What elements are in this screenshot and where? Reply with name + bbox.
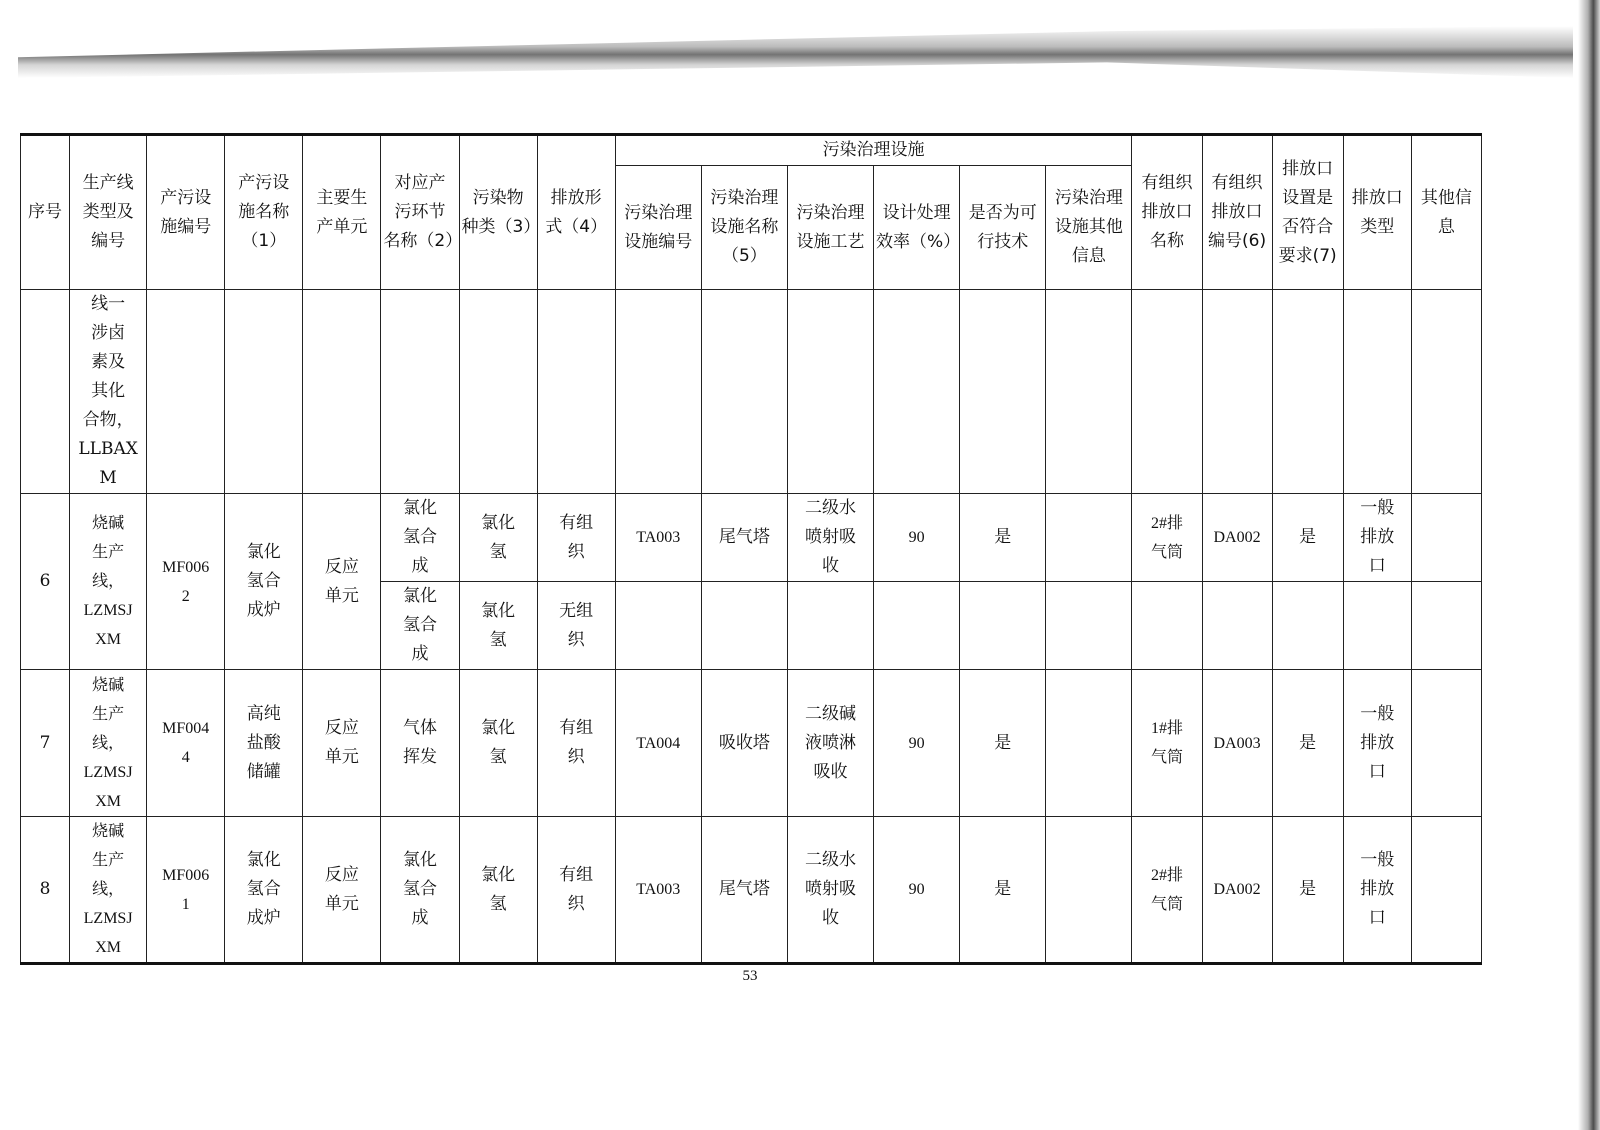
cell-process: 气体 挥发 (381, 670, 459, 817)
cell-treatment-name: 吸收塔 (701, 670, 787, 817)
cell-treatment-process (787, 582, 873, 670)
cell-line-type: 烧碱 生产 线， LZMSJ XM (70, 817, 147, 964)
cell-facility-name: 高纯 盐酸 储罐 (225, 670, 303, 817)
cell-treatment-name: 尾气塔 (701, 817, 787, 964)
header-treatment-other: 污染治理 设施其他 信息 (1046, 166, 1132, 290)
header-outlet-type: 排放口 类型 (1343, 135, 1411, 290)
header-facility-name: 产污设 施名称 （1） (225, 135, 303, 290)
cell-outlet-compliant: 是 (1272, 817, 1343, 964)
cell-design-efficiency: 90 (874, 494, 960, 582)
cell-outlet-type: 一般 排放 口 (1343, 494, 1411, 582)
header-feasible: 是否为可 行技术 (960, 166, 1046, 290)
cell-pollutant: 氯化 氢 (459, 670, 537, 817)
cell-feasible: 是 (960, 817, 1046, 964)
cell-design-efficiency (874, 582, 960, 670)
header-other-info: 其他信 息 (1411, 135, 1481, 290)
cell-outlet-compliant: 是 (1272, 494, 1343, 582)
cell-facility-name: 氯化 氢合 成炉 (225, 817, 303, 964)
table-row (21, 670, 1482, 817)
header-process: 对应产 污环节 名称（2） (381, 135, 459, 290)
cell-outlet-name: 2#排 气筒 (1132, 494, 1202, 582)
pollution-facility-table (20, 133, 1482, 965)
cell-treatment-other (1046, 817, 1132, 964)
header-design-efficiency: 设计处理 效率（%） (874, 166, 960, 290)
cell-outlet-type (1343, 582, 1411, 670)
cell-treatment-name: 尾气塔 (701, 494, 787, 582)
cell-outlet-type: 一般 排放 口 (1343, 670, 1411, 817)
cell-facility-no: MF006 2 (147, 494, 225, 670)
table-row (21, 817, 1482, 964)
cell-pollutant: 氯化 氢 (459, 494, 537, 582)
header-pollutant: 污染物 种类（3） (459, 135, 537, 290)
cell-other-info (1411, 494, 1481, 582)
cell-treatment-no (615, 582, 701, 670)
cell-outlet-name: 2#排 气筒 (1132, 817, 1202, 964)
cell-treatment-no: TA003 (615, 494, 701, 582)
cell-treatment-other (1046, 494, 1132, 582)
header-treatment-process: 污染治理 设施工艺 (787, 166, 873, 290)
cell-design-efficiency: 90 (874, 817, 960, 964)
cell-facility-no: MF006 1 (147, 817, 225, 964)
cell-outlet-compliant (1272, 582, 1343, 670)
header-emission-form: 排放形 式（4） (537, 135, 615, 290)
cell-seq (21, 290, 70, 494)
cell-pollutant: 氯化 氢 (459, 582, 537, 670)
cell-outlet-no: DA002 (1202, 817, 1272, 964)
cell-emission-form: 无组 织 (537, 582, 615, 670)
cell-feasible (960, 582, 1046, 670)
cell-outlet-no: DA003 (1202, 670, 1272, 817)
cell-outlet-no: DA002 (1202, 494, 1272, 582)
page-number: 53 (742, 968, 758, 984)
cell-outlet-no (1202, 582, 1272, 670)
scan-edge-shadow-top (18, 26, 1573, 78)
cell-treatment-process: 二级水 喷射吸 收 (787, 817, 873, 964)
cell-process: 氯化 氢合 成 (381, 582, 459, 670)
cell-feasible: 是 (960, 494, 1046, 582)
cell-process: 氯化 氢合 成 (381, 494, 459, 582)
cell-treatment-no: TA004 (615, 670, 701, 817)
cell-emission-form: 有组 织 (537, 817, 615, 964)
cell-facility-no: MF004 4 (147, 670, 225, 817)
cell-outlet-compliant: 是 (1272, 670, 1343, 817)
cell-line-type: 烧碱 生产 线， LZMSJ XM (70, 494, 147, 670)
cell-design-efficiency: 90 (874, 670, 960, 817)
cell-pollutant: 氯化 氢 (459, 817, 537, 964)
header-line-type: 生产线 类型及 编号 (70, 135, 147, 290)
cell-seq: 7 (21, 670, 70, 817)
cell-line-type: 烧碱 生产 线， LZMSJ XM (70, 670, 147, 817)
header-outlet-no: 有组织 排放口 编号(6) (1202, 135, 1272, 290)
cell-treatment-other (1046, 670, 1132, 817)
cell-line-type: 线一 涉卤 素及 其化 合物， LLBAX M (70, 290, 147, 494)
header-outlet-name: 有组织 排放口 名称 (1132, 135, 1202, 290)
cell-other-info (1411, 582, 1481, 670)
table-row-continuation (21, 290, 1482, 494)
cell-treatment-other (1046, 582, 1132, 670)
cell-main-unit: 反应 单元 (303, 670, 381, 817)
cell-treatment-process: 二级水 喷射吸 收 (787, 494, 873, 582)
header-treatment-group: 污染治理设施 (615, 135, 1132, 166)
header-seq: 序号 (21, 135, 70, 290)
cell-treatment-no: TA003 (615, 817, 701, 964)
cell-treatment-name (701, 582, 787, 670)
scan-edge-shadow-right (1578, 0, 1600, 1130)
cell-main-unit: 反应 单元 (303, 817, 381, 964)
cell-outlet-name (1132, 582, 1202, 670)
header-treatment-no: 污染治理 设施编号 (615, 166, 701, 290)
cell-outlet-name: 1#排 气筒 (1132, 670, 1202, 817)
cell-other-info (1411, 670, 1481, 817)
cell-outlet-type: 一般 排放 口 (1343, 817, 1411, 964)
header-main-unit: 主要生 产单元 (303, 135, 381, 290)
cell-seq: 8 (21, 817, 70, 964)
cell-main-unit: 反应 单元 (303, 494, 381, 670)
cell-facility-name: 氯化 氢合 成炉 (225, 494, 303, 670)
header-facility-no: 产污设 施编号 (147, 135, 225, 290)
cell-emission-form: 有组 织 (537, 670, 615, 817)
cell-emission-form: 有组 织 (537, 494, 615, 582)
cell-process: 氯化 氢合 成 (381, 817, 459, 964)
table-row (21, 494, 1482, 582)
header-treatment-name: 污染治理 设施名称 （5） (701, 166, 787, 290)
cell-feasible: 是 (960, 670, 1046, 817)
cell-treatment-process: 二级碱 液喷淋 吸收 (787, 670, 873, 817)
cell-other-info (1411, 817, 1481, 964)
cell-seq: 6 (21, 494, 70, 670)
header-outlet-compliant: 排放口 设置是 否符合 要求(7) (1272, 135, 1343, 290)
